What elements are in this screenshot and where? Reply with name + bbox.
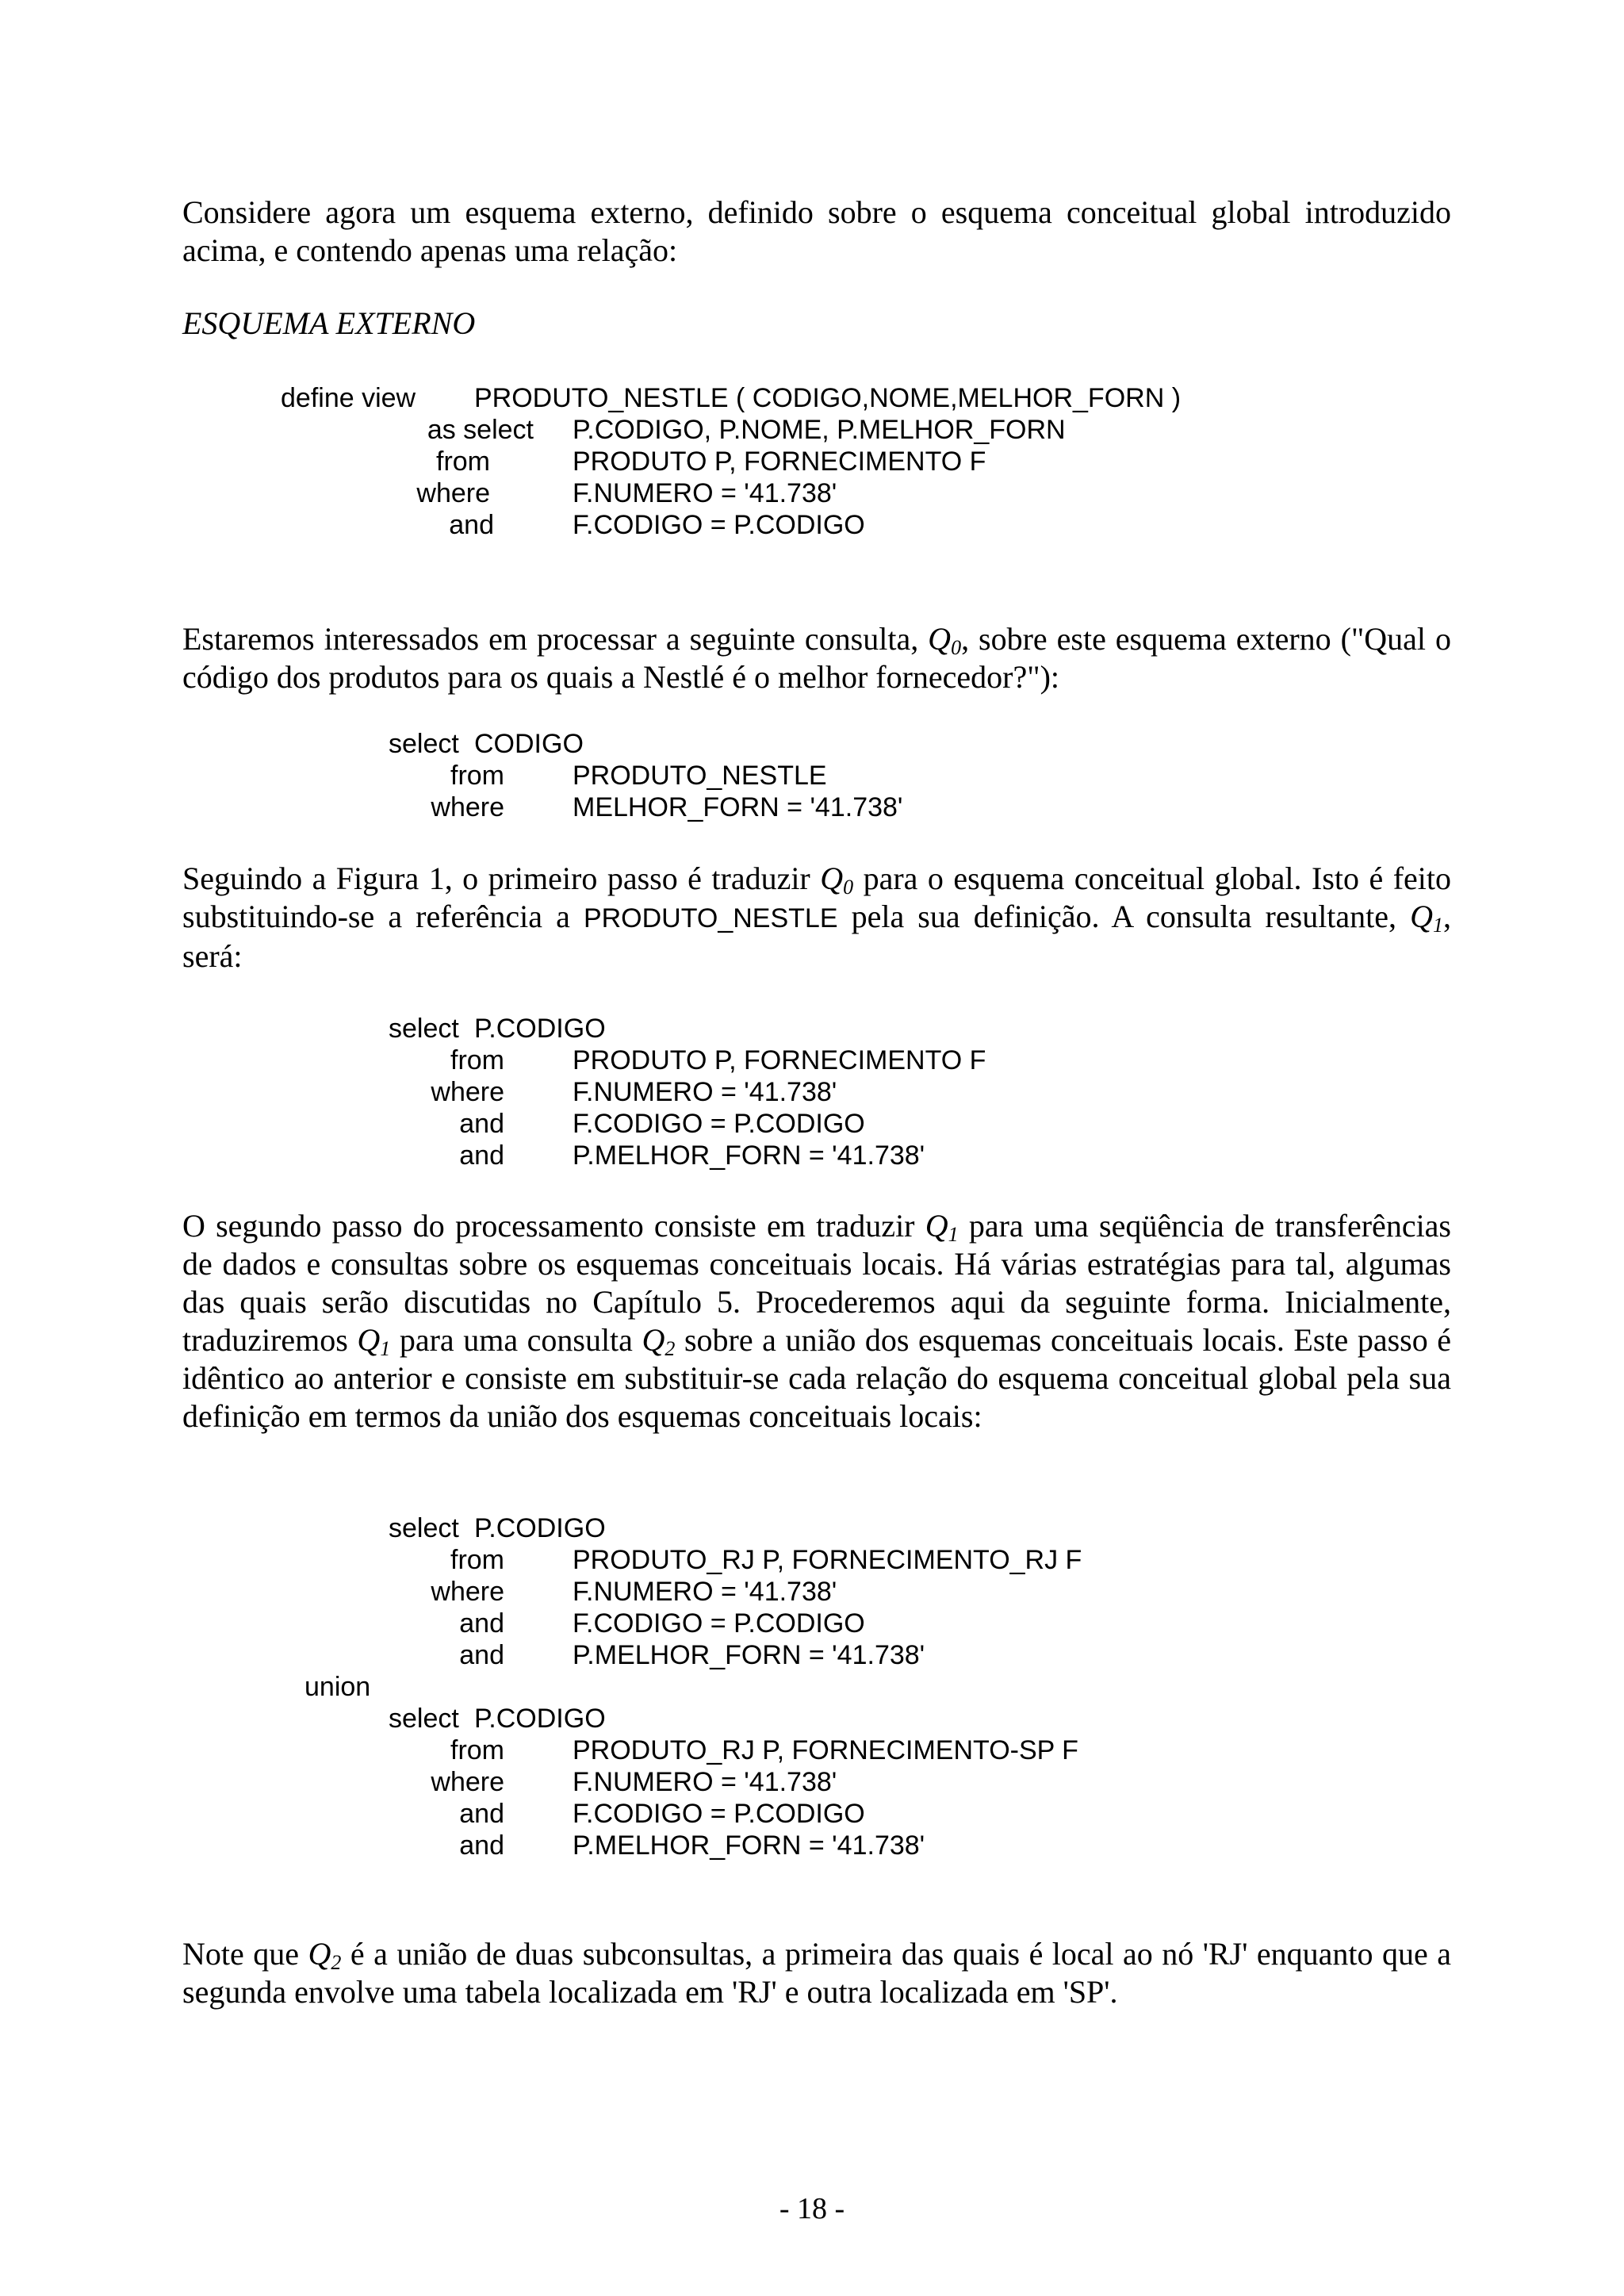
code-keyword: select [389,729,459,759]
code-text: PRODUTO_RJ P, FORNECIMENTO_RJ F [573,1545,1082,1575]
code-keyword: select [389,1014,459,1044]
paragraph-text: para uma seqüência de transferências de dados e consultas sobre os esquemas conceituais locais. Há várias estratégias para tal, algumas das quais serão discutidas no Capítulo 5. Procederemos aqui da seguinte forma. Inicialmente, traduziremos [182,1208,1452,1358]
code-text: F.CODIGO = P.CODIGO [573,1799,865,1829]
union-keyword: union [304,1672,371,1702]
q2-symbol [308,1936,341,1972]
paragraph-text: O segundo passo do processamento consiste em traduzir [182,1208,915,1244]
q-subscript: 1 [948,1223,959,1246]
paragraph-text: pela sua definição. A consulta resultante, [851,899,1397,934]
code-keyword: from [450,1735,504,1765]
code-keyword: as select [427,415,534,445]
code-text: F.NUMERO = '41.738' [573,1577,837,1607]
paragraph-text: , sobre este esquema externo ("Qual o código dos produtos para os quais a Nestlé é o melhor fornecedor?"): [182,621,1451,695]
paragraph-text: sobre a união dos esquemas conceituais locais. Este passo é idêntico ao anterior e consiste em substituir-se cada relação do esquema conceitual global pela sua definição em termos da união dos esquemas conceituais locais: [182,1322,1452,1434]
q-letter: Q [357,1322,381,1358]
code-keyword: from [450,1545,504,1575]
paragraph-q1-intro [182,860,1451,976]
q-letter: Q [642,1322,665,1358]
code-reference: PRODUTO_NESTLE [583,903,838,933]
intro-paragraph: Considere agora um esquema externo, definido sobre o esquema conceitual global introduzido acima, e contendo apenas uma relação: [182,194,1451,268]
code-text: CODIGO [474,729,584,759]
q0-symbol [820,861,854,899]
q-subscript: 2 [331,1951,342,1974]
q2-symbol [642,1322,676,1358]
section-heading: ESQUEMA EXTERNO [182,305,476,341]
code-text: F.NUMERO = '41.738' [573,478,837,508]
code-keyword: select [389,1704,459,1734]
code-keyword: and [459,1140,504,1171]
code-text: F.CODIGO = P.CODIGO [573,1608,865,1639]
code-text: PRODUTO P, FORNECIMENTO F [573,447,986,477]
code-text: F.NUMERO = '41.738' [573,1767,837,1797]
code-keyword: from [450,761,504,791]
code-keyword: and [459,1799,504,1829]
code-keyword: select [389,1513,459,1543]
code-text: P.CODIGO [474,1513,606,1543]
code-text: P.MELHOR_FORN = '41.738' [573,1140,925,1171]
define-view-keyword: define view [281,383,416,413]
code-keyword: where [431,792,504,822]
code-text: PRODUTO P, FORNECIMENTO F [573,1045,986,1075]
code-text: P.CODIGO [474,1014,606,1044]
q-subscript: 1 [1433,914,1444,937]
code-keyword: and [459,1640,504,1670]
code-keyword: where [416,478,490,508]
code-keyword: and [449,510,494,540]
code-keyword: where [431,1077,504,1107]
code-text: P.CODIGO [474,1704,606,1734]
code-keyword: from [450,1045,504,1075]
paragraph-text: Note que [182,1936,299,1972]
paragraph-text: , será: [182,899,1452,974]
q1-symbol [1410,899,1444,937]
code-text: PRODUTO_NESTLE [573,761,827,791]
paragraph-q2-note [182,1935,1451,2011]
code-keyword: and [459,1109,504,1139]
paragraph-text: Estaremos interessados em processar a seguinte consulta, [182,621,919,657]
code-keyword: and [459,1830,504,1861]
q-subscript: 0 [843,876,854,899]
q-letter: Q [308,1936,331,1972]
q-subscript: 0 [951,636,962,659]
code-text: PRODUTO_RJ P, FORNECIMENTO-SP F [573,1735,1078,1765]
code-text: F.NUMERO = '41.738' [573,1077,837,1107]
page-number: - 18 - [779,2192,845,2225]
code-text: F.CODIGO = P.CODIGO [573,1109,865,1139]
paragraph-text: Seguindo a Figura 1, o primeiro passo é traduzir [182,861,810,896]
code-text: P.MELHOR_FORN = '41.738' [573,1640,925,1670]
q-letter: Q [1410,899,1434,934]
paragraph-text: para uma consulta [390,1322,633,1358]
code-keyword: where [431,1577,504,1607]
code-keyword: where [431,1767,504,1797]
q-letter: Q [928,621,952,657]
paragraph-q0-intro [182,620,1451,696]
paragraph-text: é a união de duas subconsultas, a primeira das quais é local ao nó 'RJ' enquanto que a segunda envolve uma tabela localizada em 'RJ' e outra localizada em 'SP'. [182,1936,1451,2010]
q1-symbol [357,1322,390,1358]
paragraph-q2-intro [182,1207,1451,1435]
q0-symbol [928,621,961,657]
q-subscript: 2 [665,1337,676,1360]
code-text: F.CODIGO = P.CODIGO [573,510,865,540]
code-text: MELHOR_FORN = '41.738' [573,792,903,822]
paragraph-text: para o esquema conceitual global. Isto é feito substituindo-se a referência a [182,861,1451,934]
code-keyword: and [459,1608,504,1639]
code-text: P.CODIGO, P.NOME, P.MELHOR_FORN [573,415,1066,445]
q-letter: Q [925,1208,948,1244]
view-name: PRODUTO_NESTLE ( CODIGO,NOME,MELHOR_FORN ) [474,383,1182,413]
code-keyword: from [436,447,490,477]
q1-symbol [925,1208,959,1244]
q-letter: Q [820,861,844,896]
q-subscript: 1 [380,1337,391,1360]
code-text: P.MELHOR_FORN = '41.738' [573,1830,925,1861]
